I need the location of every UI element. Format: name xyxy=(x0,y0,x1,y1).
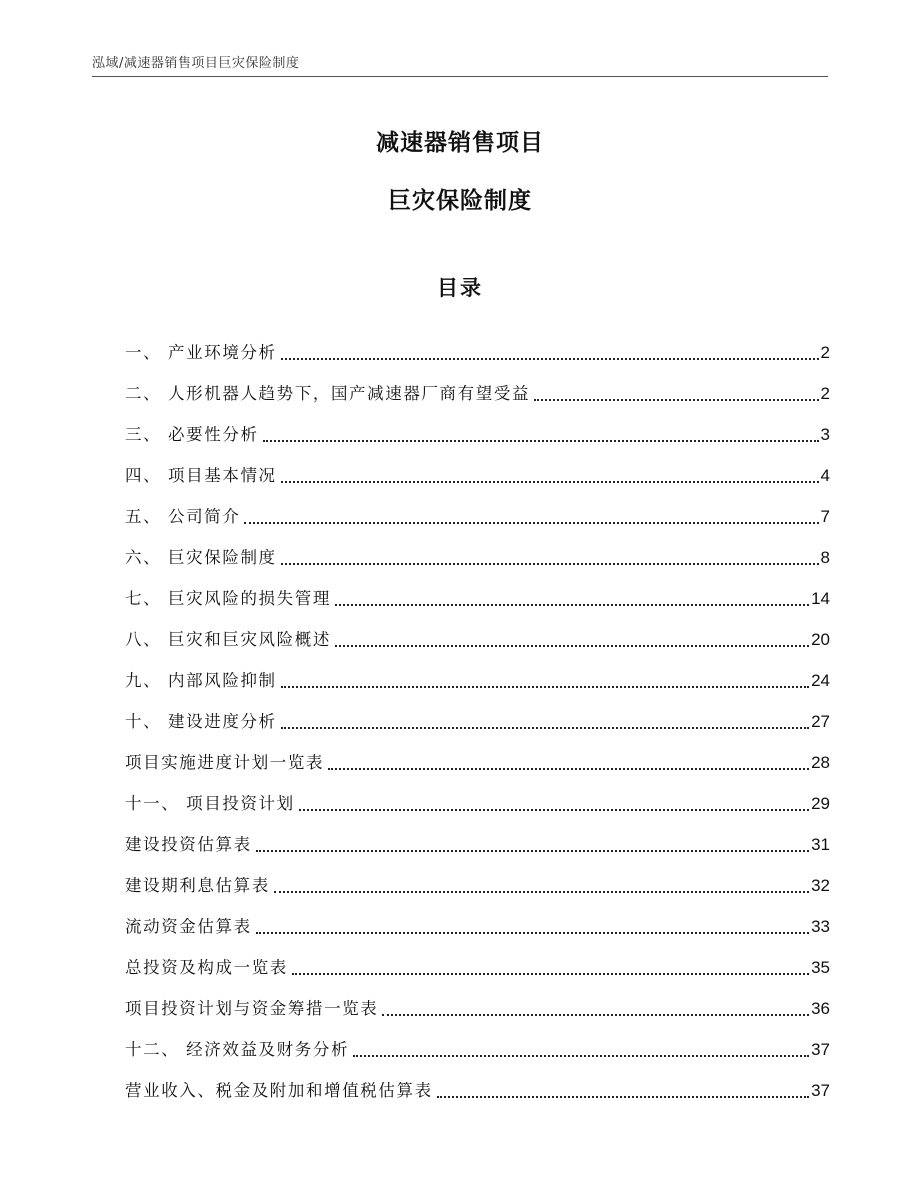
running-header: 泓域/减速器销售项目巨灾保险制度 xyxy=(92,56,300,71)
table-of-contents xyxy=(125,324,830,1103)
toc-entry-page: 28 xyxy=(811,753,830,772)
toc-dot-leader xyxy=(335,604,809,606)
toc-entry-page: 36 xyxy=(811,999,830,1018)
toc-entry[interactable] xyxy=(125,488,830,529)
toc-entry-label: 四、 项目基本情况 xyxy=(125,466,277,485)
toc-entry-label: 建设投资估算表 xyxy=(125,835,252,854)
toc-entry[interactable] xyxy=(125,570,830,611)
toc-entry-page: 4 xyxy=(820,466,830,485)
toc-entry-label: 一、 产业环境分析 xyxy=(125,343,277,362)
toc-entry-label: 八、 巨灾和巨灾风险概述 xyxy=(125,630,331,649)
toc-heading: 目录 xyxy=(437,276,483,300)
toc-entry-label: 建设期利息估算表 xyxy=(125,876,270,895)
header-divider xyxy=(92,76,828,77)
toc-entry[interactable] xyxy=(125,365,830,406)
toc-dot-leader xyxy=(263,440,819,442)
toc-entry-label: 项目投资计划与资金筹措一览表 xyxy=(125,999,379,1018)
document-title-line-2: 巨灾保险制度 xyxy=(388,188,532,214)
toc-entry-page: 20 xyxy=(811,630,830,649)
toc-dot-leader xyxy=(437,1096,809,1098)
toc-entry-page: 27 xyxy=(811,712,830,731)
toc-entry-label: 十二、 经济效益及财务分析 xyxy=(125,1040,350,1059)
toc-entry-label: 二、 人形机器人趋势下，国产减速器厂商有望受益 xyxy=(125,384,531,403)
toc-entry[interactable] xyxy=(125,447,830,488)
toc-entry-label: 六、 巨灾保险制度 xyxy=(125,548,277,567)
toc-entry[interactable] xyxy=(125,816,830,857)
toc-dot-leader xyxy=(292,973,809,975)
toc-entry[interactable] xyxy=(125,898,830,939)
toc-dot-leader xyxy=(281,727,809,729)
toc-dot-leader xyxy=(274,891,809,893)
toc-entry-page: 29 xyxy=(811,794,830,813)
toc-entry-page: 37 xyxy=(811,1040,830,1059)
document-title-line-1: 减速器销售项目 xyxy=(376,130,544,156)
toc-dot-leader xyxy=(256,850,809,852)
toc-entry-page: 37 xyxy=(811,1081,830,1100)
toc-dot-leader xyxy=(281,563,819,565)
toc-entry[interactable] xyxy=(125,652,830,693)
toc-entry[interactable] xyxy=(125,980,830,1021)
toc-entry-label: 九、 内部风险抑制 xyxy=(125,671,277,690)
toc-entry-label: 总投资及构成一览表 xyxy=(125,958,288,977)
toc-entry-page: 7 xyxy=(820,507,830,526)
toc-entry-page: 33 xyxy=(811,917,830,936)
toc-dot-leader xyxy=(281,358,819,360)
toc-dot-leader xyxy=(281,481,819,483)
toc-dot-leader xyxy=(281,686,809,688)
toc-entry-page: 31 xyxy=(811,835,830,854)
toc-entry-label: 项目实施进度计划一览表 xyxy=(125,753,325,772)
toc-entry-page: 2 xyxy=(820,384,830,403)
toc-entry-page: 35 xyxy=(811,958,830,977)
toc-dot-leader xyxy=(299,809,809,811)
toc-entry-label: 十、 建设进度分析 xyxy=(125,712,277,731)
toc-entry-label: 五、 公司简介 xyxy=(125,507,241,526)
toc-entry[interactable] xyxy=(125,939,830,980)
toc-entry-page: 3 xyxy=(820,425,830,444)
toc-entry-page: 8 xyxy=(820,548,830,567)
toc-dot-leader xyxy=(534,399,818,401)
toc-dot-leader xyxy=(256,932,809,934)
toc-entry-page: 24 xyxy=(811,671,830,690)
toc-dot-leader xyxy=(353,1055,809,1057)
toc-entry[interactable] xyxy=(125,611,830,652)
toc-entry-label: 三、 必要性分析 xyxy=(125,425,259,444)
toc-entry-label: 七、 巨灾风险的损失管理 xyxy=(125,589,331,608)
toc-entry[interactable] xyxy=(125,1021,830,1062)
toc-entry[interactable] xyxy=(125,693,830,734)
toc-dot-leader xyxy=(244,522,818,524)
toc-dot-leader xyxy=(335,645,809,647)
toc-entry[interactable] xyxy=(125,857,830,898)
toc-entry[interactable] xyxy=(125,775,830,816)
toc-entry[interactable] xyxy=(125,1062,830,1103)
toc-entry[interactable] xyxy=(125,324,830,365)
toc-entry-page: 14 xyxy=(811,589,830,608)
toc-entry[interactable] xyxy=(125,406,830,447)
toc-entry[interactable] xyxy=(125,529,830,570)
toc-entry-label: 流动资金估算表 xyxy=(125,917,252,936)
toc-entry[interactable] xyxy=(125,734,830,775)
toc-dot-leader xyxy=(382,1014,809,1016)
toc-entry-page: 2 xyxy=(820,343,830,362)
toc-dot-leader xyxy=(328,768,809,770)
toc-entry-page: 32 xyxy=(811,876,830,895)
toc-entry-label: 十一、 项目投资计划 xyxy=(125,794,295,813)
toc-entry-label: 营业收入、税金及附加和增值税估算表 xyxy=(125,1081,433,1100)
